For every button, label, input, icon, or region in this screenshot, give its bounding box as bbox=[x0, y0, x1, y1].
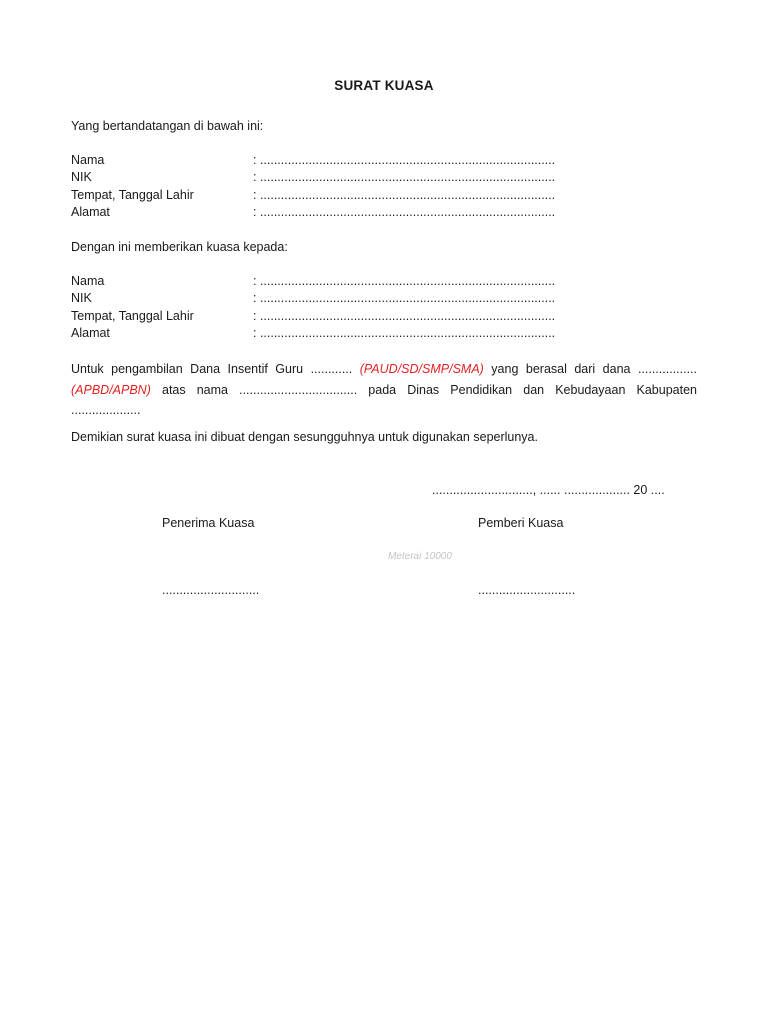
document-title: SURAT KUASA bbox=[334, 78, 434, 93]
pemberi-alamat-row bbox=[71, 205, 591, 222]
field-blank: : ..................................................................................... bbox=[253, 205, 556, 219]
place-date-line: ............................., ...... ................... 20 .... bbox=[432, 483, 665, 497]
intro-text: Yang bertandatangan di bawah ini: bbox=[71, 119, 264, 133]
pemberi-nik-row bbox=[71, 170, 591, 187]
paragraph-text: atas nama .................................. pada Dinas Pendidikan dan Kebudayaan Kabupaten .................... bbox=[71, 382, 697, 417]
field-label: Tempat, Tanggal Lahir bbox=[71, 309, 194, 323]
field-label: Tempat, Tanggal Lahir bbox=[71, 188, 194, 202]
penerima-signature-line: ............................ bbox=[162, 583, 260, 597]
field-blank: : ..................................................................................... bbox=[253, 153, 556, 167]
pemberi-ttl-row bbox=[71, 188, 591, 205]
sumber-dana-placeholder: (APBD/APBN) bbox=[71, 382, 151, 397]
field-label: Nama bbox=[71, 153, 105, 167]
field-label: Alamat bbox=[71, 205, 110, 219]
pemberi-nama-row bbox=[71, 153, 591, 170]
meterai-stamp-placeholder: Meterai 10000 bbox=[388, 551, 452, 562]
purpose-paragraph bbox=[71, 359, 697, 421]
field-blank: : ..................................................................................... bbox=[253, 291, 556, 305]
field-blank: : ..................................................................................... bbox=[253, 188, 556, 202]
paragraph-text: yang berasal dari dana ................. bbox=[483, 362, 697, 376]
field-label: Alamat bbox=[71, 326, 110, 340]
field-label: NIK bbox=[71, 291, 92, 305]
field-blank: : ..................................................................................... bbox=[253, 326, 556, 340]
field-label: NIK bbox=[71, 170, 92, 184]
field-blank: : ..................................................................................... bbox=[253, 170, 556, 184]
pemberi-kuasa-label: Pemberi Kuasa bbox=[478, 516, 564, 530]
penerima-nik-row bbox=[71, 291, 591, 308]
kuasa-intro-text: Dengan ini memberikan kuasa kepada: bbox=[71, 240, 288, 254]
penerima-kuasa-label: Penerima Kuasa bbox=[162, 516, 255, 530]
jenjang-placeholder: (PAUD/SD/SMP/SMA) bbox=[359, 362, 484, 376]
field-blank: : ..................................................................................... bbox=[253, 309, 556, 323]
closing-text: Demikian surat kuasa ini dibuat dengan sesungguhnya untuk digunakan seperlunya. bbox=[71, 430, 538, 444]
penerima-ttl-row bbox=[71, 309, 591, 326]
field-blank: : ..................................................................................... bbox=[253, 274, 556, 288]
penerima-alamat-row bbox=[71, 326, 591, 343]
paragraph-text: Untuk pengambilan Dana Insentif Guru ............ bbox=[71, 362, 360, 376]
penerima-nama-row bbox=[71, 274, 591, 291]
field-label: Nama bbox=[71, 274, 105, 288]
pemberi-signature-line: ............................ bbox=[478, 583, 576, 597]
